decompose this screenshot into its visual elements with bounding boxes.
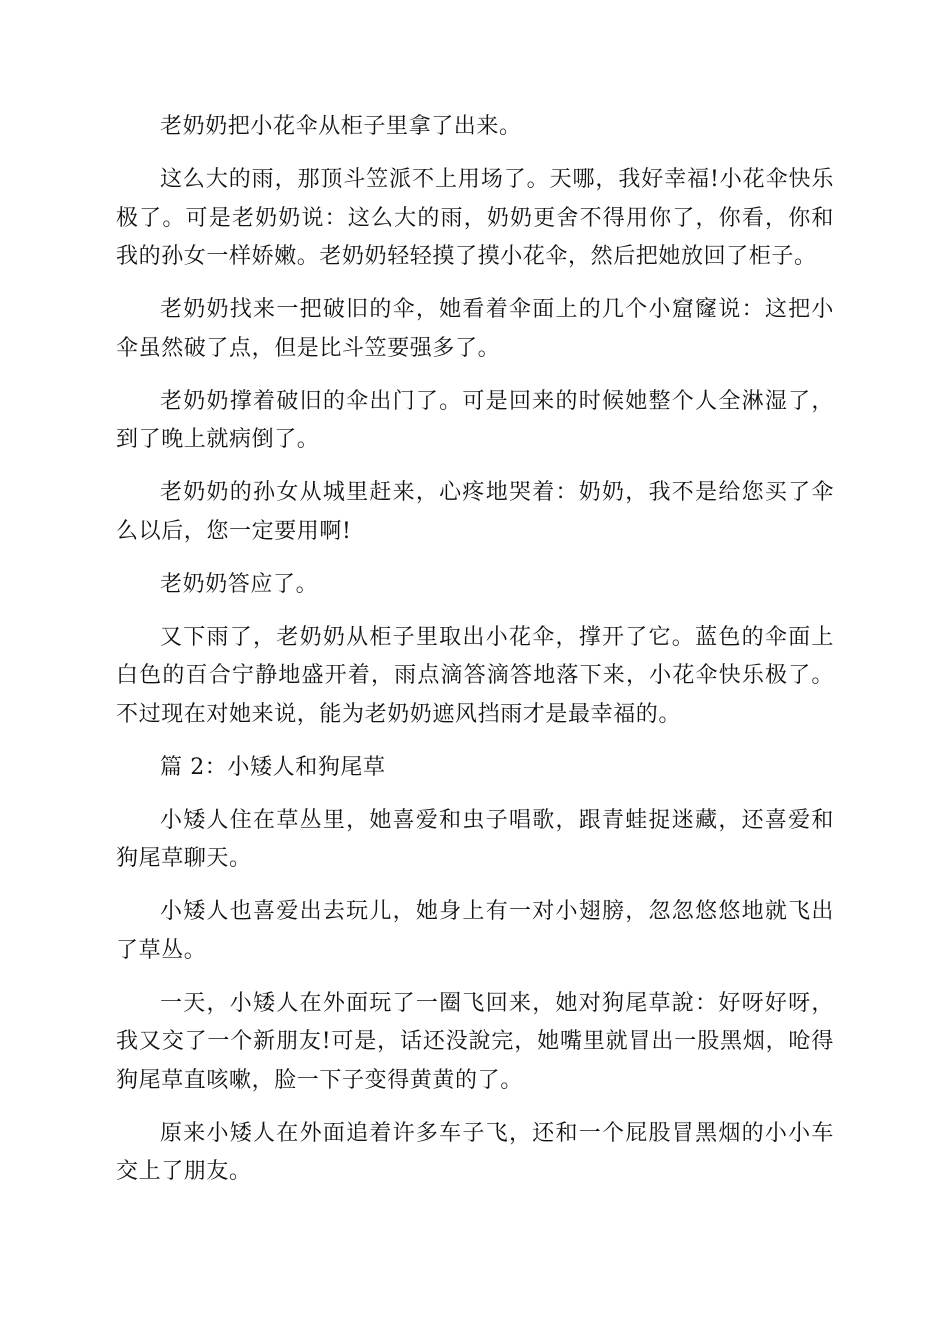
paragraph: 这么大的雨，那顶斗笠派不上用场了。天哪，我好幸福!小花伞快乐极了。可是老奶奶说：这么大的雨，奶奶更舍不得用你了，你看，你和我的孙女一样娇嫩。老奶奶轻轻摸了摸小花伞，然后把她放回了柜子。 <box>116 167 834 269</box>
paragraph: 老奶奶的孙女从城里赶来，心疼地哭着：奶奶，我不是给您买了伞么以后，您一定要用啊! <box>116 480 834 544</box>
paragraph: 一天，小矮人在外面玩了一圈飞回来，她对狗尾草說：好呀好呀，我又交了一个新朋友!可是，话还没說完，她嘴里就冒出一股黑烟，呛得狗尾草直咳嗽，脸一下子变得黄黄的了。 <box>116 990 834 1093</box>
document-body <box>116 108 834 1192</box>
section-heading: 篇 2：小矮人和狗尾草 <box>160 754 386 780</box>
paragraph: 原来小矮人在外面追着许多车子飞，还和一个屁股冒黑烟的小小车交上了朋友。 <box>116 1120 834 1184</box>
paragraph: 老奶奶把小花伞从柜子里拿了出来。 <box>160 114 522 139</box>
paragraph: 小矮人也喜爱出去玩儿，她身上有一对小翅膀，忽忽悠悠地就飞出了草丛。 <box>116 899 834 963</box>
paragraph: 老奶奶找来一把破旧的伞，她看着伞面上的几个小窟窿说：这把小伞虽然破了点，但是比斗笠要强多了。 <box>116 297 834 361</box>
paragraph: 老奶奶撑着破旧的伞出门了。可是回来的时候她整个人全淋湿了，到了晚上就病倒了。 <box>116 388 834 452</box>
paragraph: 小矮人住在草丛里，她喜爱和虫子唱歌，跟青蛙捉迷藏，还喜爱和狗尾草聊天。 <box>116 807 834 871</box>
paragraph: 又下雨了，老奶奶从柜子里取出小花伞，撑开了它。蓝色的伞面上白色的百合宁静地盛开着，雨点滴答滴答地落下来，小花伞快乐极了。不过现在对她来说，能为老奶奶遮风挡雨才是最幸福的。 <box>116 624 834 727</box>
paragraph: 老奶奶答应了。 <box>160 571 319 597</box>
